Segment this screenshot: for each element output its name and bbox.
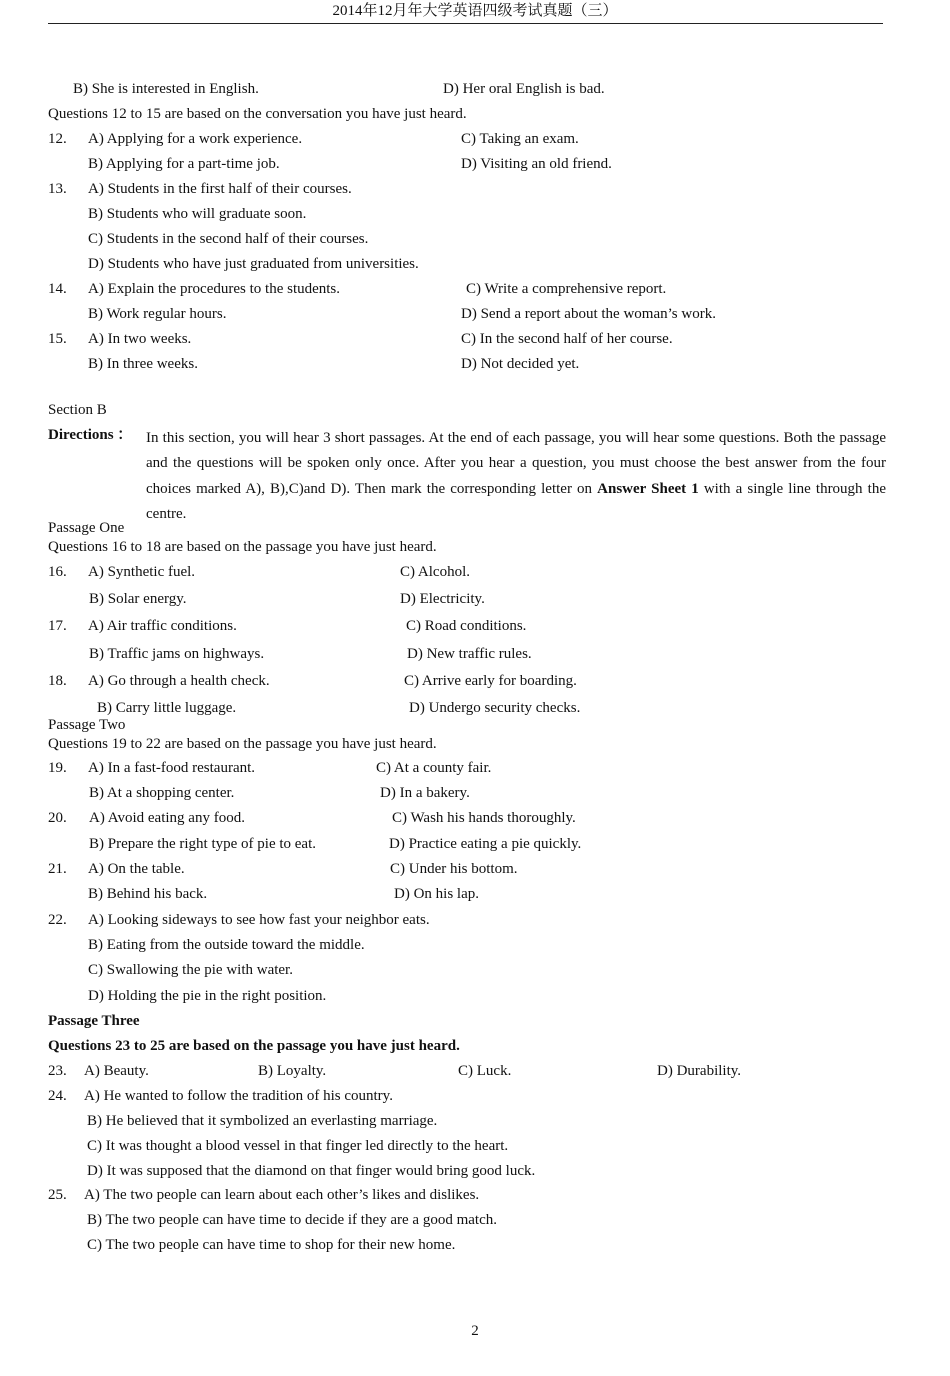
q11-option-b: B) She is interested in English. <box>73 81 259 97</box>
q21-option-b: B) Behind his back. <box>88 886 208 902</box>
q18-option-d: D) Undergo security checks. <box>409 700 581 716</box>
q23-option-c: C) Luck. <box>458 1063 512 1079</box>
q18-option-b: B) Carry little luggage. <box>97 700 237 716</box>
passage-two-title: Passage Two <box>48 717 126 733</box>
q25-option-c: C) The two people can have time to shop for their new home. <box>87 1237 456 1253</box>
q21-option-c: C) Under his bottom. <box>390 861 518 877</box>
q12-option-d: D) Visiting an old friend. <box>461 156 612 172</box>
q23-option-b: B) Loyalty. <box>258 1063 327 1079</box>
q17-number: 17. <box>48 618 67 634</box>
q19-option-c: C) At a county fair. <box>376 760 492 776</box>
q14-option-d: D) Send a report about the woman’s work. <box>461 306 716 322</box>
q17-option-a: A) Air traffic conditions. <box>88 618 237 634</box>
q20-option-a: A) Avoid eating any food. <box>89 810 245 826</box>
q22-option-d: D) Holding the pie in the right position. <box>88 988 327 1004</box>
q12-15-intro: Questions 12 to 15 are based on the conversation you have just heard. <box>48 106 467 122</box>
q24-number: 24. <box>48 1088 67 1104</box>
q11-option-d: D) Her oral English is bad. <box>443 81 605 97</box>
q13-option-a: A) Students in the first half of their courses. <box>88 181 352 197</box>
q14-option-a: A) Explain the procedures to the students. <box>88 281 341 297</box>
directions-text <box>146 426 886 527</box>
q24-option-d: D) It was supposed that the diamond on that finger would bring good luck. <box>87 1163 536 1179</box>
q22-option-a: A) Looking sideways to see how fast your neighbor eats. <box>88 912 430 928</box>
q16-option-b: B) Solar energy. <box>89 591 187 607</box>
q19-option-b: B) At a shopping center. <box>89 785 235 801</box>
q23-number: 23. <box>48 1063 67 1079</box>
directions-text-part1: In this section, you will hear 3 short passages. At the end of each passage, you will hear some questions. Both the passage and the questions will be spoken only once. After you hear a question, you must choose the best answer from the four choices marked A), B),C)and D). Then mark the corresponding letter on <box>146 430 886 497</box>
q24-option-a: A) He wanted to follow the tradition of his country. <box>84 1088 393 1104</box>
q13-number: 13. <box>48 181 67 197</box>
section-b-title: Section B <box>48 402 107 418</box>
q15-option-c: C) In the second half of her course. <box>461 331 673 347</box>
q19-option-d: D) In a bakery. <box>380 785 470 801</box>
passage-one-intro: Questions 16 to 18 are based on the passage you have just heard. <box>48 539 437 555</box>
page-header-title: 2014年12月年大学英语四级考试真题（三） <box>332 3 618 19</box>
directions-label: Directions ： <box>48 427 133 443</box>
q15-option-d: D) Not decided yet. <box>461 356 580 372</box>
q20-number: 20. <box>48 810 67 826</box>
q25-number: 25. <box>48 1187 67 1203</box>
q18-option-a: A) Go through a health check. <box>88 673 270 689</box>
q17-option-d: D) New traffic rules. <box>407 646 532 662</box>
q14-option-c: C) Write a comprehensive report. <box>466 281 667 297</box>
q19-number: 19. <box>48 760 67 776</box>
q16-option-a: A) Synthetic fuel. <box>88 564 196 580</box>
q20-option-d: D) Practice eating a pie quickly. <box>389 836 582 852</box>
answer-sheet-ref: Answer Sheet 1 <box>597 480 699 497</box>
q20-option-b: B) Prepare the right type of pie to eat. <box>89 836 317 852</box>
q17-option-b: B) Traffic jams on highways. <box>89 646 265 662</box>
q23-option-d: D) Durability. <box>657 1063 742 1079</box>
q25-option-b: B) The two people can have time to decide if they are a good match. <box>87 1212 497 1228</box>
q12-option-c: C) Taking an exam. <box>461 131 579 147</box>
q24-option-b: B) He believed that it symbolized an everlasting marriage. <box>87 1113 438 1129</box>
q15-option-b: B) In three weeks. <box>88 356 198 372</box>
q13-option-b: B) Students who will graduate soon. <box>88 206 307 222</box>
q24-option-c: C) It was thought a blood vessel in that finger led directly to the heart. <box>87 1138 509 1154</box>
q18-number: 18. <box>48 673 67 689</box>
q12-option-b: B) Applying for a part-time job. <box>88 156 280 172</box>
q22-number: 22. <box>48 912 67 928</box>
q14-option-b: B) Work regular hours. <box>88 306 227 322</box>
passage-two-intro: Questions 19 to 22 are based on the passage you have just heard. <box>48 736 437 752</box>
q13-option-d: D) Students who have just graduated from universities. <box>88 256 419 272</box>
q12-option-a: A) Applying for a work experience. <box>88 131 303 147</box>
directions-text-part2: with a single line through the centre. <box>146 480 886 522</box>
q19-option-a: A) In a fast-food restaurant. <box>88 760 256 776</box>
q21-option-d: D) On his lap. <box>394 886 479 902</box>
q17-option-c: C) Road conditions. <box>406 618 527 634</box>
page-number: 2 <box>471 1323 479 1339</box>
q12-number: 12. <box>48 131 67 147</box>
q20-option-c: C) Wash his hands thoroughly. <box>392 810 576 826</box>
q18-option-c: C) Arrive early for boarding. <box>404 673 577 689</box>
passage-three-intro: Questions 23 to 25 are based on the passage you have just heard. <box>48 1038 460 1054</box>
q16-option-c: C) Alcohol. <box>400 564 470 580</box>
header-rule <box>48 23 883 24</box>
q15-number: 15. <box>48 331 67 347</box>
q14-number: 14. <box>48 281 67 297</box>
q16-option-d: D) Electricity. <box>400 591 485 607</box>
q22-option-b: B) Eating from the outside toward the middle. <box>88 937 365 953</box>
q23-option-a: A) Beauty. <box>84 1063 149 1079</box>
passage-one-title: Passage One <box>48 520 125 536</box>
q21-number: 21. <box>48 861 67 877</box>
q22-option-c: C) Swallowing the pie with water. <box>88 962 293 978</box>
q16-number: 16. <box>48 564 67 580</box>
q25-option-a: A) The two people can learn about each other’s likes and dislikes. <box>84 1187 480 1203</box>
passage-three-title: Passage Three <box>48 1013 140 1029</box>
q21-option-a: A) On the table. <box>88 861 185 877</box>
q15-option-a: A) In two weeks. <box>88 331 192 347</box>
q13-option-c: C) Students in the second half of their courses. <box>88 231 369 247</box>
